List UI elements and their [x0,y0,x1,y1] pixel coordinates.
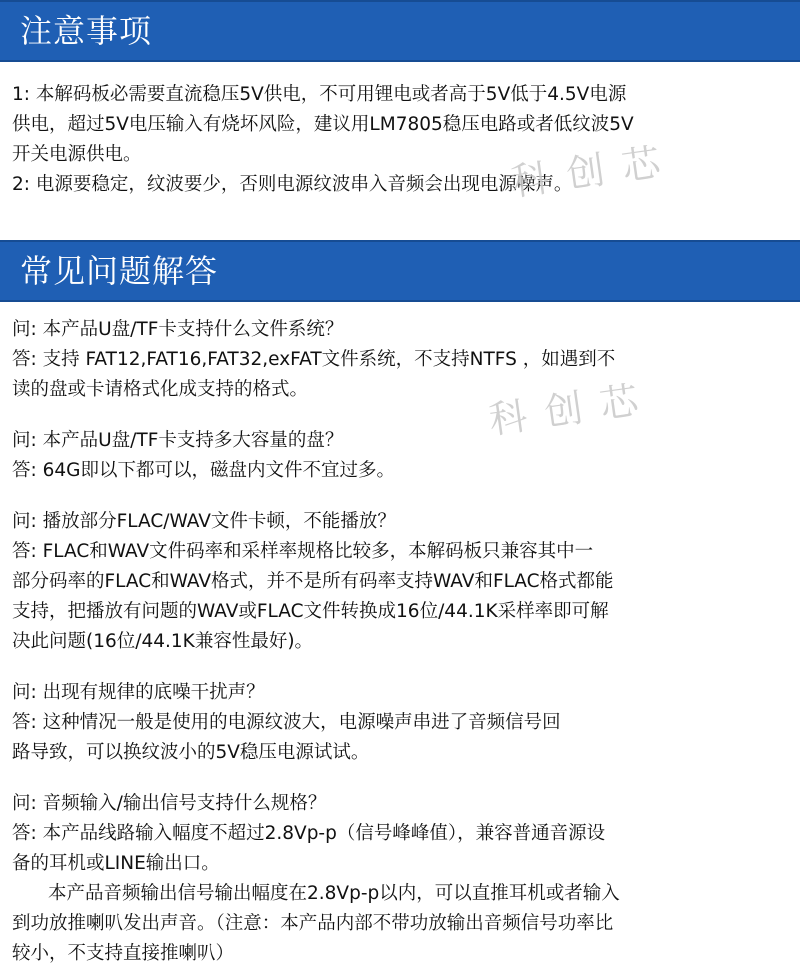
faq-question: 问: 音频输入/输出信号支持什么规格？ [12,793,327,814]
faq-answer: 答: 这种情况一般是使用的电源纹波大，电源噪声串进了音频信号回 [12,712,561,733]
faq-question: 问: 出现有规律的底噪干扰声？ [12,682,265,703]
faq-item [12,315,788,405]
faq-body [12,315,788,969]
faq-answer: 路导致，可以换纹波小的5V稳压电源试试。 [12,742,370,763]
watermark: 科创芯 [508,137,681,205]
faq-answer: 本产品音频输出信号输出幅度在2.8Vp-p以内，可以直推耳机或者输入 [48,883,620,904]
faq-answer: 到功放推喇叭发出声音。（注意：本产品内部不带功放输出音频信号功率比 [12,913,614,934]
faq-question: 问: 播放部分FLAC/WAV文件卡顿，不能播放？ [12,511,396,532]
faq-answer: 读的盘或卡请格式化成支持的格式。 [12,379,309,400]
faq-item [12,678,788,768]
faq-item [12,789,788,969]
faq-answer: 答: FLAC和WAV文件码率和采样率规格比较多，本解码板只兼容其中一 [12,541,594,562]
faq-item [12,426,788,486]
faq-answer: 答: 本产品线路输入幅度不超过2.8Vp-p（信号峰峰值），兼容普通音源设 [12,823,606,844]
note-line: 开关电源供电。 [12,144,142,165]
faq-answer: 备的耳机或LINE输出口。 [12,853,220,874]
note-line: 1: 本解码板必需要直流稳压5V供电，不可用锂电或者高于5V低于4.5V电源 [12,84,627,105]
faq-answer: 决此问题(16位/44.1K兼容性最好)。 [12,631,314,652]
note-line: 供电，超过5V电压输入有烧坏风险，建议用LM7805稳压电路或者低纹波5V [12,114,634,135]
watermark: 科创芯 [486,375,659,443]
note-line: 2: 电源要稳定，纹波要少，否则电源纹波串入音频会出现电源噪声。 [12,174,573,195]
faq-answer: 答: 64G即以下都可以，磁盘内文件不宜过多。 [12,460,395,481]
faq-answer: 部分码率的FLAC和WAV格式，并不是所有码率支持WAV和FLAC格式都能 [12,571,614,592]
section-title: 常见问题解答 [20,252,219,290]
section-header-notes [0,0,800,62]
section-header-faq [0,240,800,302]
notes-body [12,80,788,200]
faq-answer: 答: 支持 FAT12,FAT16,FAT32,exFAT文件系统，不支持NTFS ，如遇到不 [12,349,616,370]
faq-question: 问: 本产品U盘/TF卡支持多大容量的盘？ [12,430,344,451]
faq-question: 问: 本产品U盘/TF卡支持什么文件系统？ [12,319,344,340]
faq-answer: 较小，不支持直接推喇叭） [12,943,235,964]
faq-item [12,507,788,657]
section-title: 注意事项 [20,12,153,50]
faq-answer: 支持，把播放有问题的WAV或FLAC文件转换成16位/44.1K采样率即可解 [12,601,609,622]
